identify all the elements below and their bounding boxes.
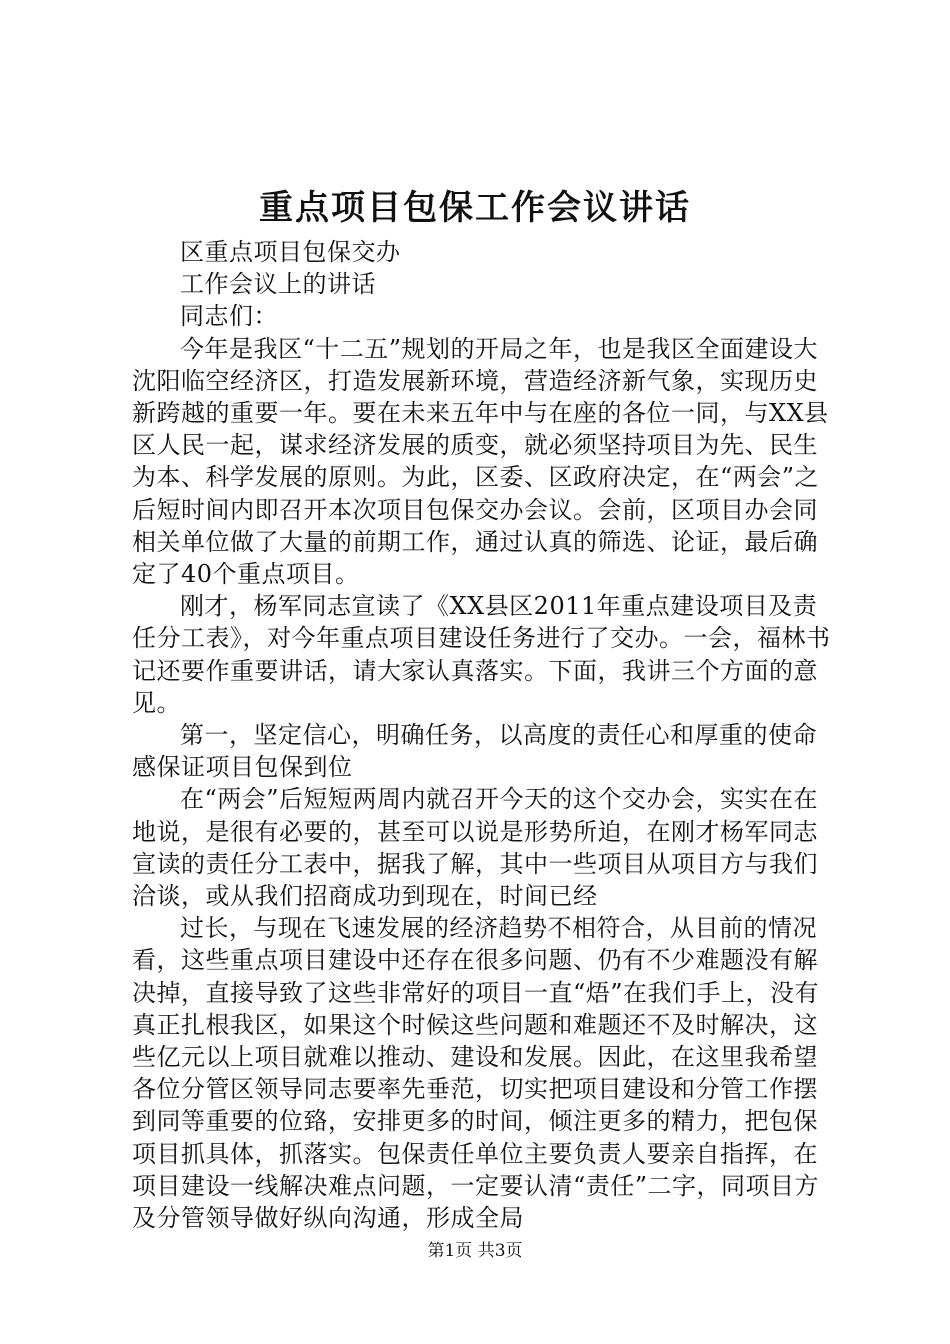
document-title: 重点项目包保工作会议讲话 [259,188,691,228]
paragraph-section-heading: 第一，坚定信心，明确任务，以高度的责任心和厚重的使命感保证项目包保到位 [132,721,817,782]
paragraph-heading-line-2: 工作会议上的讲话 [180,270,376,299]
paragraph-body: 过长，与现在飞速发展的经济趋势不相符合，从目前的情况看，这些重点项目建设中还存在很多问题、仍有不少难题没有解决掉，直接导致了这些非常好的项目一直“焐”在我们手上，没有真正扎根我区，如果这个时候这些问题和难题还不及时解决，这些亿元以上项目就难以推动、建设和发展。因此，在这里我希望各位分管区领导同志要率先垂范，切实把项目建设和分管工作摆到同等重要的位臵，安排更多的时间，倾注更多的精力，把包保项目抓具体，抓落实。包保责任单位主要负责人要亲自指挥，在项目建设一线解决难点问题，一定要认清“责任”二字，同项目方及分管领导做好纵向沟通，形成全局 [132,914,820,1233]
paragraph-heading-line-1: 区重点项目包保交办 [180,238,401,266]
page-footer: 第1页 共3页 [427,1241,523,1261]
paragraph-salutation: 同志们： [180,302,278,331]
paragraph-body: 刚才，杨军同志宣读了《XX县区2011年重点建设项目及责任分工表》，对今年重点项目建设任务进行了交办。一会，福林书记还要作重要讲话，请大家认真落实。下面，我讲三个方面的意见。 [132,592,831,717]
document-body [132,236,832,1234]
paragraph-body: 在“两会”后短短两周内就召开今天的这个交办会，实实在在地说，是很有必要的，甚至可以说是形势所迫，在刚才杨军同志宣读的责任分工表中，据我了解，其中一些项目从项目方与我们洽谈，或从我们招商成功到现在，时间已经 [132,785,819,911]
paragraph-body: 今年是我区“十二五”规划的开局之年，也是我区全面建设大沈阳临空经济区，打造发展新环境，营造经济新气象，实现历史新跨越的重要一年。要在未来五年中与在座的各位一同，与XX县区人民一起，谋求经济发展的质变，就必须坚持项目为先、民生为本、科学发展的原则。为此，区委、区政府决定，在“两会”之后短时间内即召开本次项目包保交办会议。会前，区项目办会同相关单位做了大量的前期工作，通过认真的筛选、论证，最后确定了40个重点项目。 [132,334,829,589]
